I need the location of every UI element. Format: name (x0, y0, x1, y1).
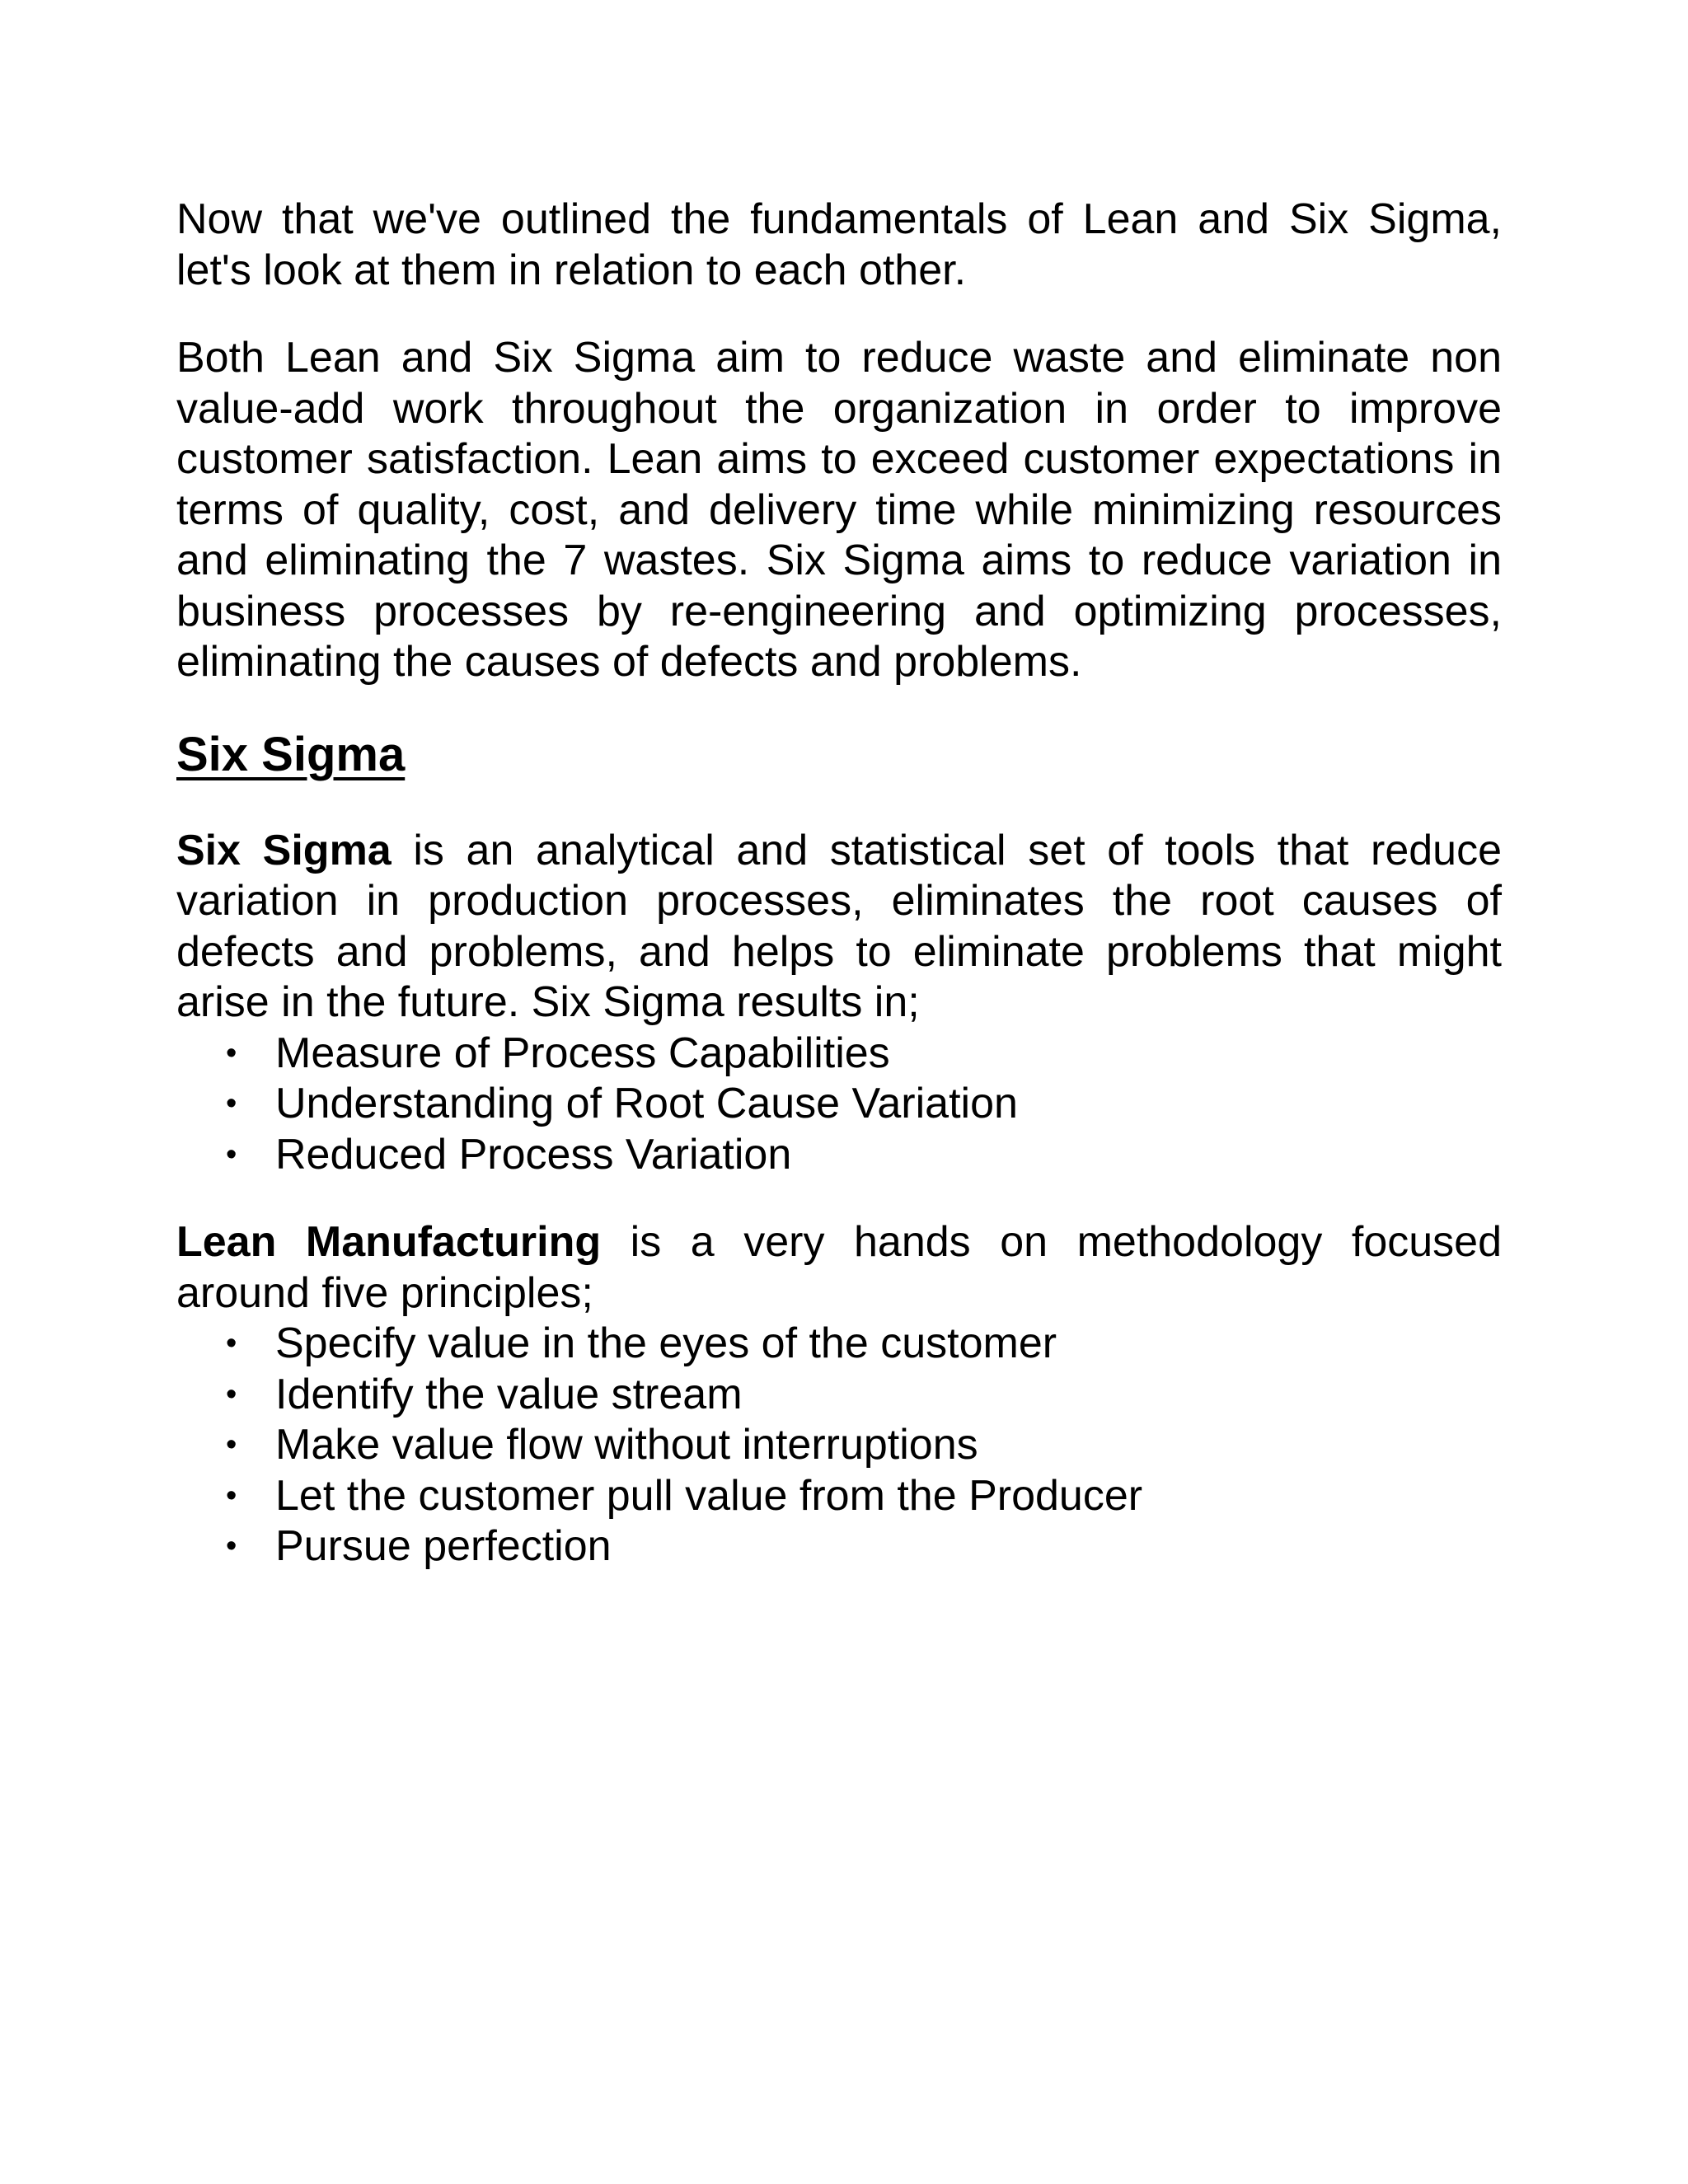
lean-principles-list (176, 1319, 1502, 1572)
list-item (176, 1130, 1502, 1181)
bullet-icon: • (226, 1529, 237, 1563)
list-item-text: Pursue perfection (275, 1522, 612, 1570)
bullet-icon: • (226, 1427, 237, 1462)
six-sigma-results-list (176, 1029, 1502, 1181)
lean-description: is a very hands on methodology focused around five principles; (176, 1218, 1502, 1317)
list-item-text: Reduced Process Variation (275, 1130, 792, 1179)
list-item-text: Understanding of Root Cause Variation (275, 1080, 1018, 1127)
intro-paragraph: Now that we've outlined the fundamentals of Lean and Six Sigma, let's look at them in relation to each other. (176, 195, 1502, 294)
list-item (176, 1471, 1502, 1522)
bullet-icon: • (226, 1326, 237, 1361)
list-item (176, 1370, 1502, 1421)
list-item-text: Identify the value stream (275, 1370, 743, 1418)
bullet-icon: • (226, 1478, 237, 1513)
list-item (176, 1029, 1502, 1080)
bullet-icon: • (226, 1086, 237, 1121)
comparison-paragraph: Both Lean and Six Sigma aim to reduce waste and eliminate non value-add work throughout the organization in order to improve customer satisfaction. Lean aims to exceed customer expectations in terms of quality, cost, and delivery time while minimizing resources and eliminating the 7 wastes. Six Sigma aims to reduce variation in business processes by re-engineering and optimizing processes, eliminating the causes of defects and problems. (176, 334, 1502, 686)
lean-paragraph (176, 1217, 1502, 1319)
six-sigma-paragraph (176, 826, 1502, 1029)
lean-term: Lean Manufacturing (176, 1218, 602, 1266)
list-item-text: Specify value in the eyes of the customer (275, 1319, 1057, 1367)
list-item-text: Measure of Process Capabilities (275, 1029, 890, 1077)
list-item-text: Let the customer pull value from the Producer (275, 1471, 1143, 1520)
six-sigma-description: is an analytical and statistical set of tools that reduce variation in production processes, eliminates the root causes of defects and problems, and helps to eliminate problems that might arise in the future. Six Sigma results in; (176, 826, 1502, 1026)
bullet-icon: • (226, 1137, 237, 1172)
document-page (176, 194, 1502, 1572)
bullet-icon: • (226, 1035, 237, 1071)
list-item (176, 1079, 1502, 1130)
six-sigma-term: Six Sigma (176, 826, 392, 874)
bullet-icon: • (226, 1376, 237, 1412)
list-item (176, 1420, 1502, 1471)
list-item-text: Make value flow without interruptions (275, 1421, 978, 1469)
list-item (176, 1319, 1502, 1370)
list-item (176, 1521, 1502, 1572)
six-sigma-heading: Six Sigma (176, 727, 406, 781)
